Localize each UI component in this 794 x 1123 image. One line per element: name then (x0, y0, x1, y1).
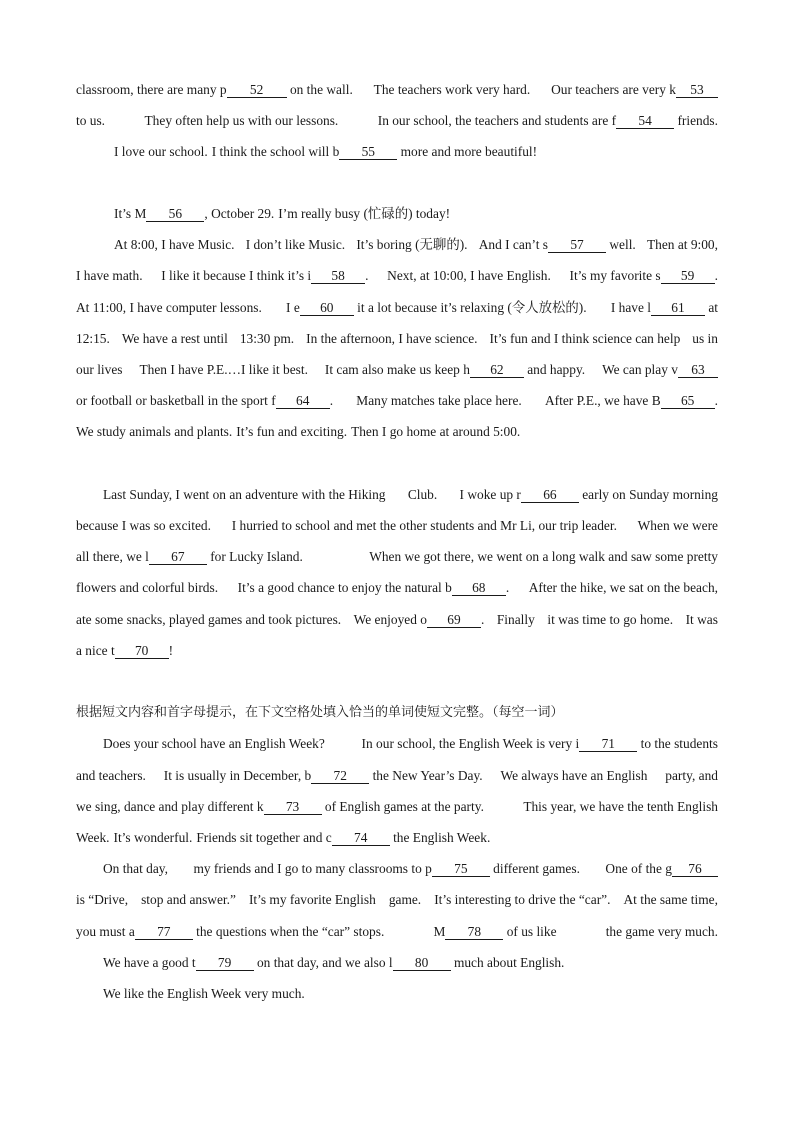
passage-text: The teachers work very hard. (373, 82, 531, 97)
passage-text: In our school, the English Week is very i (361, 736, 580, 751)
passage-text: . (329, 393, 334, 408)
passage4-line (76, 797, 718, 817)
passage-text: 13:30 pm. (239, 331, 295, 346)
passage2-line (114, 204, 718, 224)
passage-text: game. (388, 892, 422, 907)
answer-blank[interactable]: 55 (339, 144, 397, 160)
passage-text: It is usually in December, b (163, 768, 312, 783)
passage-text: a nice t (76, 643, 115, 658)
passage-text: . (714, 393, 718, 408)
passage-text: It’s interesting to drive the “car”. (434, 892, 611, 907)
passage-text: the New Year’s Day. (369, 768, 483, 783)
passage-text: I think the school will b (211, 144, 340, 159)
passage4-line (76, 828, 718, 848)
passage-text: the game very much. (605, 924, 718, 939)
passage-text: party, and (665, 768, 718, 783)
passage-text: Finally (496, 612, 535, 627)
passage-text: It’s M (114, 206, 147, 221)
passage-text: It’s wonderful. (113, 830, 193, 845)
passage4-line (103, 953, 718, 973)
passage-text: When we were (637, 518, 718, 533)
passage-text: On that day, (103, 861, 168, 876)
passage2-line (76, 391, 718, 411)
answer-blank[interactable]: 52 (227, 82, 287, 98)
passage-text: it a lot because it’s relaxing (令人放松的). (353, 300, 587, 315)
passage3-line (76, 516, 718, 536)
passage-text: This year, we have the tenth English (523, 799, 718, 814)
passage-text: M (433, 924, 446, 939)
passage-text: I don’t like Music. (245, 237, 346, 252)
passage-text: After the hike, we sat on the beach, (528, 580, 718, 595)
passage-text: the English Week. (389, 830, 491, 845)
answer-blank[interactable]: 56 (146, 206, 204, 222)
passage-text: and teachers. (76, 768, 146, 783)
answer-blank[interactable]: 80 (393, 955, 451, 971)
answer-blank[interactable]: 71 (579, 736, 637, 752)
answer-blank[interactable]: 59 (661, 268, 715, 284)
passage-text: and happy. (523, 362, 586, 377)
passage-text: you must a (76, 924, 135, 939)
passage1-line (76, 80, 718, 100)
passage4-line (76, 890, 718, 910)
passage-text: at (704, 300, 718, 315)
passage-text: different games. (489, 861, 580, 876)
answer-blank[interactable]: 76 (672, 861, 718, 877)
passage-text: And I can’t s (478, 237, 549, 252)
passage-text: . (714, 268, 718, 283)
passage2-line (76, 422, 718, 442)
answer-blank[interactable]: 74 (332, 830, 390, 846)
passage-text: . (480, 612, 485, 627)
passage-text: we sing, dance and play different k (76, 799, 264, 814)
passage-text: to the students (637, 736, 718, 751)
passage-text: After P.E., we have B (544, 393, 661, 408)
passage-text: It’s fun and I think science can help (489, 331, 681, 346)
passage-text: Last Sunday, I went on an adventure with the Hiking (103, 487, 386, 502)
passage-text: it was time to go home. (547, 612, 674, 627)
passage-text: because I was so excited. (76, 518, 211, 533)
answer-blank[interactable]: 72 (311, 768, 369, 784)
answer-blank[interactable]: 61 (651, 300, 705, 316)
passage-text: It’s boring (无聊的). (356, 237, 468, 252)
answer-blank[interactable]: 62 (470, 362, 524, 378)
answer-blank[interactable]: 70 (115, 643, 169, 659)
passage-text: I woke up r (459, 487, 521, 502)
passage-text: us in (692, 331, 718, 346)
passage-text: . (365, 268, 369, 283)
answer-blank[interactable]: 73 (264, 799, 322, 815)
passage-text: Club. (407, 487, 438, 502)
answer-blank[interactable]: 78 (445, 924, 503, 940)
answer-blank[interactable]: 64 (276, 393, 330, 409)
passage-text: much about English. (450, 955, 565, 970)
passage-text: Week. (76, 830, 110, 845)
passage-text: Many matches take place here. (356, 393, 522, 408)
passage-text: friends. (674, 113, 718, 128)
passage4-line (103, 984, 718, 1004)
passage-text: In our school, the teachers and students are f (377, 113, 617, 128)
passage-text: I hurried to school and met the other students and Mr Li, our trip leader. (231, 518, 617, 533)
passage-text: I e (286, 300, 300, 315)
answer-blank[interactable]: 63 (678, 362, 718, 378)
passage-text: It cam also make us keep h (324, 362, 470, 377)
section-instruction: 根据短文内容和首字母提示，在下文空格处填入恰当的单词使短文完整。（每空一词） (76, 705, 564, 720)
passage-text: the questions when the “car” stops. (192, 924, 385, 939)
passage-text: Does your school have an English Week? (103, 736, 325, 751)
passage-text: 12:15. (76, 331, 110, 346)
passage-text: well. (606, 237, 636, 252)
answer-blank[interactable]: 66 (521, 487, 579, 503)
passage-text: At 11:00, I have computer lessons. (76, 300, 262, 315)
passage-text: all there, we l (76, 549, 149, 564)
passage-text: to us. (76, 113, 106, 128)
passage-text: Then I go home at around 5:00. (351, 424, 521, 439)
passage3-line (76, 610, 718, 630)
passage-text: Then I have P.E.…I like it best. (139, 362, 308, 377)
passage-text: I have math. (76, 268, 143, 283)
answer-blank[interactable]: 53 (676, 82, 718, 98)
passage-text: It’s fun and exciting. (236, 424, 348, 439)
passage2-line (76, 360, 718, 380)
passage2-line (114, 235, 718, 255)
passage-text: It’s a good chance to enjoy the natural b (237, 580, 452, 595)
passage-text: Our teachers are very k (551, 82, 676, 97)
answer-blank[interactable]: 60 (300, 300, 354, 316)
passage-text: or football or basketball in the sport f (76, 393, 276, 408)
passage-text: our lives (76, 362, 123, 377)
passage-text: of us like (503, 924, 557, 939)
passage-text: for Lucky Island. (206, 549, 303, 564)
passage2-line (76, 329, 718, 349)
passage-text: We can play v (602, 362, 678, 377)
passage-text: my friends and I go to many classrooms to p (193, 861, 432, 876)
passage3-line (76, 547, 718, 567)
passage-text: Friends sit together and c (196, 830, 332, 845)
passage-text: ! (168, 643, 174, 658)
answer-blank[interactable]: 79 (196, 955, 254, 971)
passage-text: on that day, and we also l (253, 955, 393, 970)
passage1-line (76, 111, 718, 131)
passage-text: At the same time, (623, 892, 718, 907)
passage-text: Then at 9:00, (646, 237, 718, 252)
passage-text: We study animals and plants. (76, 424, 233, 439)
passage-text: We have a good t (103, 955, 196, 970)
passage-text: more and more beautiful! (397, 144, 538, 159)
passage1-line (114, 142, 718, 162)
passage3-line (76, 578, 718, 598)
passage-text: I like it because I think it’s i (161, 268, 312, 283)
passage-text: early on Sunday morning (578, 487, 718, 502)
answer-blank[interactable]: 69 (427, 612, 481, 628)
passage-text: stop and answer.” (141, 892, 236, 907)
passage-text: One of the g (605, 861, 672, 876)
answer-blank[interactable]: 67 (149, 549, 207, 565)
answer-blank[interactable]: 68 (452, 580, 506, 596)
passage-text: We enjoyed o (353, 612, 427, 627)
passage-text: We always have an English (500, 768, 648, 783)
answer-blank[interactable]: 77 (135, 924, 193, 940)
passage-text: Next, at 10:00, I have English. (387, 268, 551, 283)
passage-text: flowers and colorful birds. (76, 580, 219, 595)
passage-text: I have l (610, 300, 651, 315)
answer-blank[interactable]: 58 (311, 268, 365, 284)
passage-text: We have a rest until (121, 331, 228, 346)
passage-text: . (505, 580, 510, 595)
passage3-line (76, 641, 718, 661)
passage2-line (76, 298, 718, 318)
passage4-line (76, 766, 718, 786)
passage-text: It’s my favorite s (569, 268, 661, 283)
answer-blank[interactable]: 57 (548, 237, 606, 253)
passage-text: of English games at the party. (321, 799, 484, 814)
passage4-line (103, 734, 718, 754)
passage3-line (103, 485, 718, 505)
passage-text: At 8:00, I have Music. (114, 237, 235, 252)
passage-text: on the wall. (286, 82, 353, 97)
passage4-line (103, 859, 718, 879)
passage-text: It was (685, 612, 718, 627)
passage-text: We like the English Week very much. (103, 986, 305, 1001)
passage-text: I’m really busy (忙碌的) today! (278, 206, 451, 221)
passage-text: When we got there, we went on a long walk and saw some pretty (369, 549, 718, 564)
passage-text: They often help us with our lessons. (144, 113, 339, 128)
passage4-line (76, 922, 718, 942)
passage2-line (76, 266, 718, 286)
passage-text: ate some snacks, played games and took pictures. (76, 612, 342, 627)
passage-text: In the afternoon, I have science. (306, 331, 478, 346)
answer-blank[interactable]: 54 (616, 113, 674, 129)
answer-blank[interactable]: 65 (661, 393, 715, 409)
answer-blank[interactable]: 75 (432, 861, 490, 877)
passage-text: , October 29. (204, 206, 275, 221)
passage-text: is “Drive, (76, 892, 129, 907)
passage-text: It’s my favorite English (248, 892, 376, 907)
passage-text: I love our school. (114, 144, 208, 159)
passage-text: classroom, there are many p (76, 82, 227, 97)
